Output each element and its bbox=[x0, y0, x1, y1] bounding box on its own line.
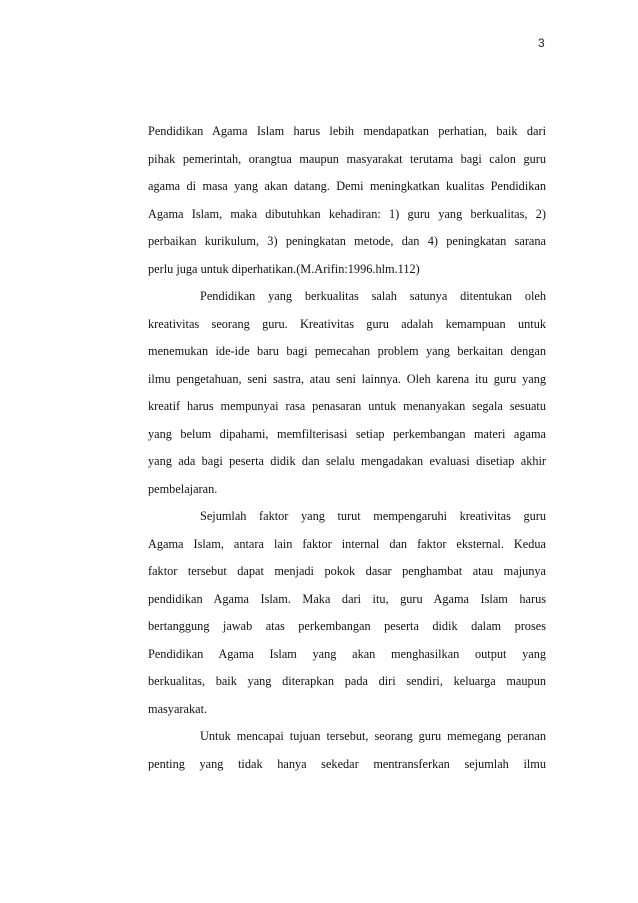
text-line: pendidikan Agama Islam. Maka dari itu, guru Agama Islam harus bbox=[148, 591, 546, 606]
text-line: kreatif harus mempunyai rasa penasaran untuk menanyakan segala sesuatu bbox=[148, 399, 546, 413]
text-line: pihak pemerintah, orangtua maupun masyarakat terutama bagi calon guru bbox=[148, 151, 546, 166]
text-line: Agama Islam, maka dibutuhkan kehadiran: 1) guru yang berkualitas, 2) bbox=[148, 206, 546, 221]
body-text bbox=[148, 118, 546, 778]
text-line: masyarakat. bbox=[148, 701, 208, 716]
text-line: kreativitas seorang guru. Kreativitas guru adalah kemampuan untuk bbox=[148, 316, 546, 331]
text-line: Sejumlah faktor yang turut mempengaruhi kreativitas guru bbox=[200, 509, 546, 523]
text-line: Pendidikan yang berkualitas salah satunya ditentukan oleh bbox=[200, 289, 546, 303]
text-line: yang belum dipahami, memfilterisasi setiap perkembangan materi agama bbox=[148, 426, 546, 441]
text-line: pembelajaran. bbox=[148, 481, 218, 496]
text-line: Agama Islam, antara lain faktor internal dan faktor eksternal. Kedua bbox=[148, 536, 546, 551]
text-line: perlu juga untuk diperhatikan.(M.Arifin:1996.hlm.112) bbox=[148, 261, 420, 276]
text-line: yang ada bagi peserta didik dan selalu mengadakan evaluasi disetiap akhir bbox=[148, 454, 546, 468]
text-line: perbaikan kurikulum, 3) peningkatan metode, dan 4) peningkatan sarana bbox=[148, 234, 546, 248]
text-line: Untuk mencapai tujuan tersebut, seorang guru memegang peranan bbox=[200, 729, 546, 743]
text-line: Pendidikan Agama Islam harus lebih mendapatkan perhatian, baik dari bbox=[148, 124, 546, 138]
text-line: berkualitas, baik yang diterapkan pada diri sendiri, keluarga maupun bbox=[148, 674, 546, 688]
text-line: agama di masa yang akan datang. Demi meningkatkan kualitas Pendidikan bbox=[148, 179, 546, 193]
text-line: ilmu pengetahuan, seni sastra, atau seni lainnya. Oleh karena itu guru yang bbox=[148, 371, 546, 386]
text-line: faktor tersebut dapat menjadi pokok dasar penghambat atau majunya bbox=[148, 564, 546, 578]
page-number: 3 bbox=[538, 36, 545, 50]
text-line: menemukan ide-ide baru bagi pemecahan problem yang berkaitan dengan bbox=[148, 344, 546, 358]
text-line: penting yang tidak hanya sekedar mentransferkan sejumlah ilmu bbox=[148, 756, 546, 771]
text-line: bertanggung jawab atas perkembangan peserta didik dalam proses bbox=[148, 619, 546, 633]
text-line: Pendidikan Agama Islam yang akan menghasilkan output yang bbox=[148, 646, 546, 661]
